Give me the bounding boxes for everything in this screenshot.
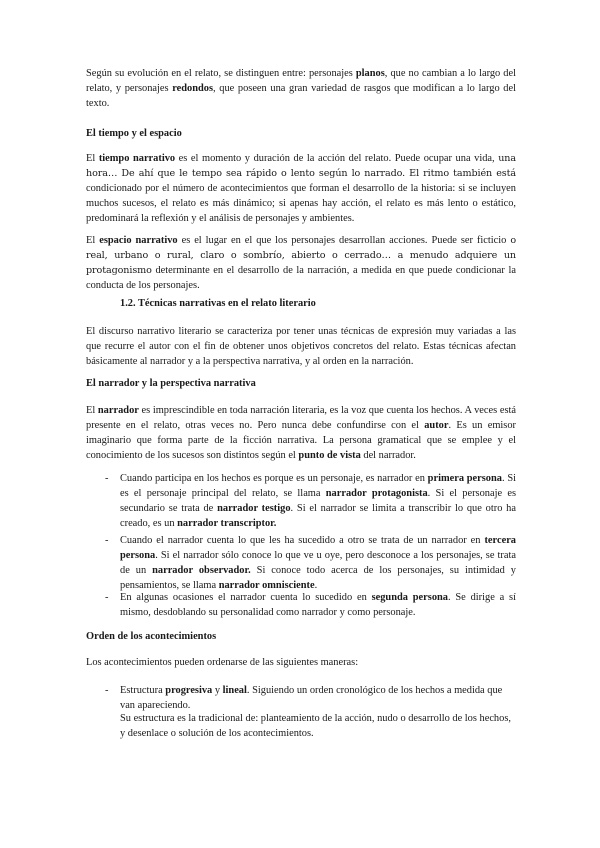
list-item-segunda-persona: En algunas ocasiones el narrador cuenta lo sucedido en segunda persona. Se dirige a sí mismo, desdoblando su personalidad como narrador y como personaje. bbox=[120, 592, 516, 618]
heading-tiempo-espacio: El tiempo y el espacio bbox=[86, 128, 182, 139]
term-narrador: narrador bbox=[97, 405, 139, 416]
list-item-continuation: Su estructura es la tradicional de: planteamiento de la acción, nudo o desarrollo de los hechos, y desenlace o solución de los acontecimientos. bbox=[120, 713, 511, 739]
list-item-tercera-persona: Cuando el narrador cuenta lo que les ha sucedido a otro se trata de un narrador en tercera persona. Si el narrador sólo conoce lo que ve u oye, pero desconoce a los personajes, se trata de un narrador observador. Si conoce todo acerca de los personajes, su intimidad y pensamientos, se llama narrador omnisciente. bbox=[120, 535, 516, 591]
paragraph-orden: Los acontecimientos pueden ordenarse de las siguientes maneras: bbox=[86, 657, 359, 668]
term-redondos: redondos bbox=[172, 83, 214, 94]
term-punto-de-vista: punto de vista bbox=[298, 450, 361, 461]
term-tiempo-narrativo: tiempo narrativo bbox=[98, 153, 176, 164]
list-dash: - bbox=[105, 473, 109, 484]
term-autor: autor bbox=[424, 420, 449, 431]
paragraph-tiempo: El tiempo narrativo es el momento y duración de la acción del relato. Puede ocupar una vida, una hora… De ahí que le tempo sea rápido o lento según lo narrado. El ritmo también está condicionado por el número de acontecimientos que forman el desarrollo de la historia: si se incluyen muchos sucesos, el relato es más dinámico; si apenas hay acción, el relato es más lento o estático, predominará la reflexión y el análisis de personajes y ambientes. bbox=[86, 153, 516, 224]
list-dash: - bbox=[105, 592, 109, 603]
list-dash: - bbox=[105, 535, 109, 546]
paragraph-narrador: El narrador es imprescindible en toda narración literaria, es la voz que cuenta los hechos. A veces está presente en el relato, otras veces no. Pero nunca debe confundirse con el autor. Es un emisor imaginario que forma parte de la ficción narrativa. La persona gramatical que se emplee y el conocimiento de los sucesos son distintos según el punto de vista del narrador. bbox=[86, 405, 516, 461]
term-espacio-narrativo: espacio narrativo bbox=[99, 235, 178, 246]
heading-orden: Orden de los acontecimientos bbox=[86, 631, 217, 642]
paragraph-espacio: El espacio narrativo es el lugar en el que los personajes desarrollan acciones. Puede ser ficticio o real, urbano o rural, claro o sombrío, abierto o cerrado… a menudo adquiere un protagonismo determinante en el desarrollo de la narración, a medida en que puede condicionar la conducta de los personajes. bbox=[86, 235, 516, 291]
term-planos: planos bbox=[355, 68, 385, 79]
heading-narrador: El narrador y la perspectiva narrativa bbox=[86, 378, 256, 389]
alt-font-fragment: o real, urbano o rural, claro o sombrío, abierto o cerrado… a menudo adquiere un protagonismo bbox=[86, 235, 516, 276]
heading-tecnicas: 1.2. Técnicas narrativas en el relato literario bbox=[120, 298, 316, 309]
alt-font-fragment: una hora… De ahí que le tempo sea rápido o lento según lo narrado. El ritmo también está bbox=[86, 153, 516, 179]
list-item-primera-persona: Cuando participa en los hechos es porque es un personaje, es narrador en primera persona. Si es el personaje principal del relato, se llama narrador protagonista. Si el personaje es secundario se trata de narrador testigo. Si el narrador se limita a transcribir lo que otro ha creado, es un narrador transcriptor. bbox=[120, 473, 517, 529]
list-dash: - bbox=[105, 685, 109, 696]
list-item-estructura-progresiva: Estructura progresiva y lineal. Siguiendo un orden cronológico de los hechos a medida que van apareciendo. bbox=[120, 685, 503, 711]
paragraph-discurso: El discurso narrativo literario se caracteriza por tener unas técnicas de expresión muy variadas a las que recurre el autor con el fin de obtener unos objetivos concretos del relato. Estas técnicas afectan básicamente al narrador y a la perspectiva narrativa, y al orden en la narración. bbox=[86, 326, 516, 367]
paragraph-personajes: Según su evolución en el relato, se distinguen entre: personajes planos, que no cambian a lo largo del relato, y personajes redondos, que poseen una gran variedad de rasgos que modifican a lo largo del texto. bbox=[86, 68, 516, 109]
